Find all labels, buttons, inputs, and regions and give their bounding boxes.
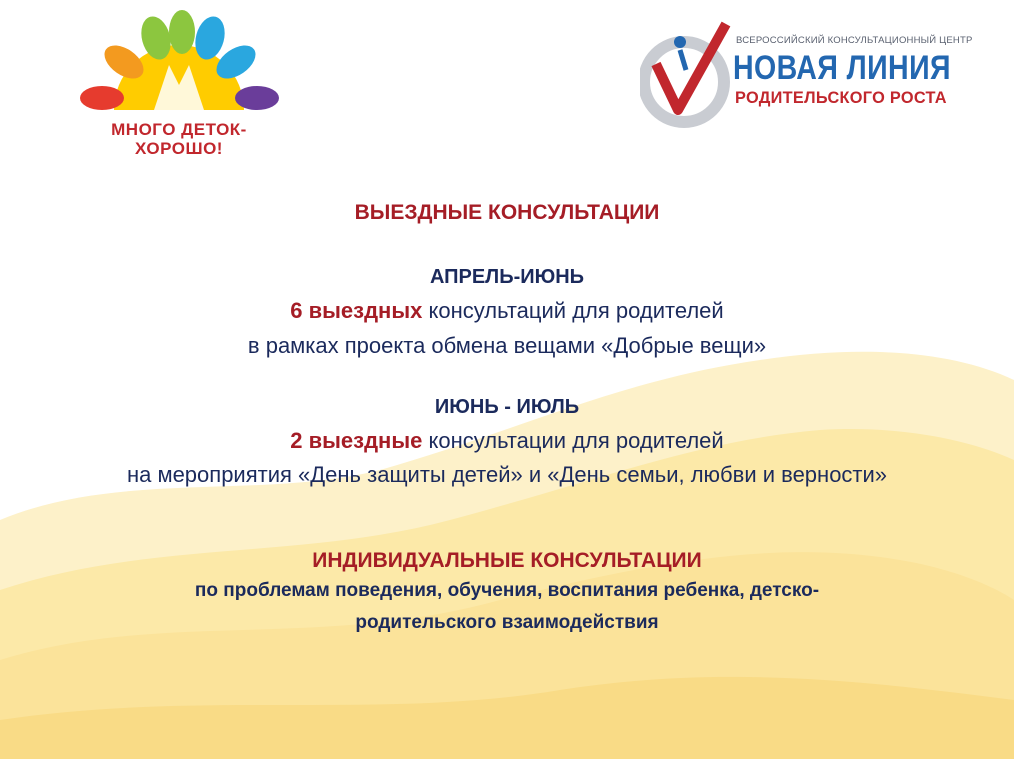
section1-title: ВЫЕЗДНЫЕ КОНСУЛЬТАЦИИ xyxy=(354,201,660,224)
section2-line1: по проблемам поведения, обучения, воспитания ребенка, детско- xyxy=(194,580,820,601)
period2-line2: на мероприятия «День защиты детей» и «День семьи, любви и верности» xyxy=(126,462,888,487)
period1-line1 xyxy=(0,298,1014,324)
section2-line2: родительского взаимодействия xyxy=(355,612,659,633)
period1-line2: в рамках проекта обмена вещами «Добрые вещи» xyxy=(247,333,767,358)
logo-right-title: НОВАЯ ЛИНИЯ xyxy=(733,49,952,87)
logo-right-tagline: РОДИТЕЛЬСКОГО РОСТА xyxy=(735,88,947,107)
period2-highlight: 2 выездные xyxy=(290,428,423,453)
section2-title: ИНДИВИДУАЛЬНЫЕ КОНСУЛЬТАЦИИ xyxy=(312,549,702,572)
period2-heading: ИЮНЬ - ИЮЛЬ xyxy=(434,396,580,418)
logo-left-line1: МНОГО ДЕТОК- xyxy=(111,120,247,139)
period2-line1 xyxy=(0,428,1014,454)
period1-highlight: 6 выездных xyxy=(290,298,423,323)
period2-rest: консультации для родителей xyxy=(422,428,724,453)
period1-heading: АПРЕЛЬ-ИЮНЬ xyxy=(429,266,585,288)
logo-left-line2: ХОРОШО! xyxy=(135,139,223,158)
logo-right-subtitle: ВСЕРОССИЙСКИЙ КОНСУЛЬТАЦИОННЫЙ ЦЕНТР xyxy=(736,35,973,46)
period1-rest: консультаций для родителей xyxy=(422,298,724,323)
checkmark-logo-icon xyxy=(640,18,732,130)
